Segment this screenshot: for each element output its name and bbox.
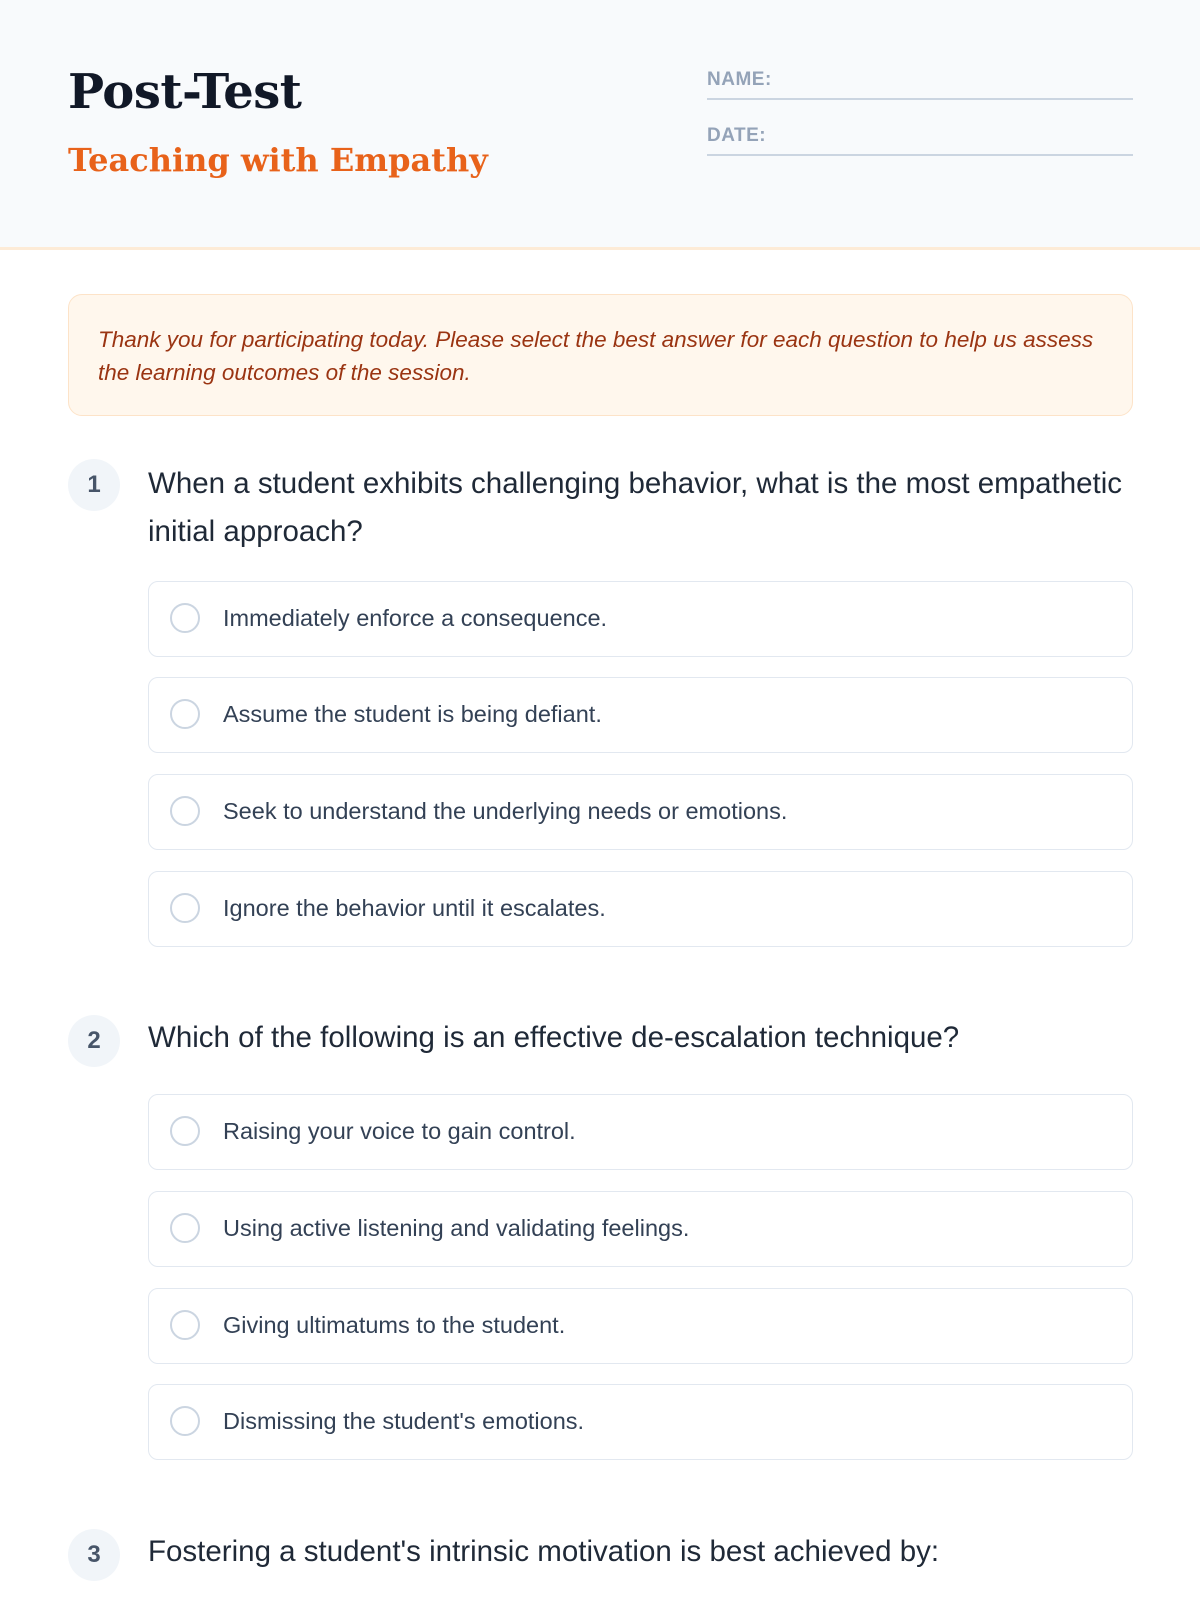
option-label: Assume the student is being defiant. bbox=[223, 701, 602, 727]
name-field[interactable] bbox=[707, 66, 1133, 100]
option-label: Ignore the behavior until it escalates. bbox=[223, 895, 606, 921]
page-title: Post-Test bbox=[68, 64, 302, 120]
intro-note: Thank you for participating today. Please select the best answer for each question to help us assess the learning outcomes of the session. bbox=[68, 294, 1133, 416]
answer-option[interactable] bbox=[148, 1191, 1133, 1267]
option-label: Dismissing the student's emotions. bbox=[223, 1408, 585, 1434]
question-text: When a student exhibits challenging behavior, what is the most empathetic initial approach? bbox=[148, 467, 1123, 548]
answer-option[interactable] bbox=[148, 871, 1133, 947]
radio-button[interactable] bbox=[170, 1116, 200, 1146]
question-text: Fostering a student's intrinsic motivation is best achieved by: bbox=[148, 1535, 940, 1568]
option-label: Immediately enforce a consequence. bbox=[223, 605, 608, 631]
radio-button[interactable] bbox=[170, 1406, 200, 1436]
option-label: Using active listening and validating feelings. bbox=[223, 1215, 690, 1241]
answer-option[interactable] bbox=[148, 1094, 1133, 1170]
name-label: NAME: bbox=[707, 69, 772, 90]
radio-button[interactable] bbox=[170, 603, 200, 633]
question-number: 1 bbox=[68, 459, 120, 511]
radio-button[interactable] bbox=[170, 1310, 200, 1340]
radio-button[interactable] bbox=[170, 699, 200, 729]
page-header bbox=[0, 0, 1200, 250]
answer-option[interactable] bbox=[148, 774, 1133, 850]
answer-option[interactable] bbox=[148, 581, 1133, 657]
question-number: 2 bbox=[68, 1015, 120, 1067]
question-number: 3 bbox=[68, 1529, 120, 1581]
date-field[interactable] bbox=[707, 122, 1133, 156]
radio-button[interactable] bbox=[170, 893, 200, 923]
answer-option[interactable] bbox=[148, 1384, 1133, 1460]
option-label: Raising your voice to gain control. bbox=[223, 1118, 576, 1144]
answer-option[interactable] bbox=[148, 677, 1133, 753]
option-label: Giving ultimatums to the student. bbox=[223, 1312, 566, 1338]
answer-option[interactable] bbox=[148, 1288, 1133, 1364]
option-label: Seek to understand the underlying needs or emotions. bbox=[223, 798, 788, 824]
question-text: Which of the following is an effective de-escalation technique? bbox=[148, 1021, 960, 1054]
page-subtitle: Teaching with Empathy bbox=[68, 141, 488, 179]
radio-button[interactable] bbox=[170, 1213, 200, 1243]
date-label: DATE: bbox=[707, 125, 767, 146]
radio-button[interactable] bbox=[170, 796, 200, 826]
